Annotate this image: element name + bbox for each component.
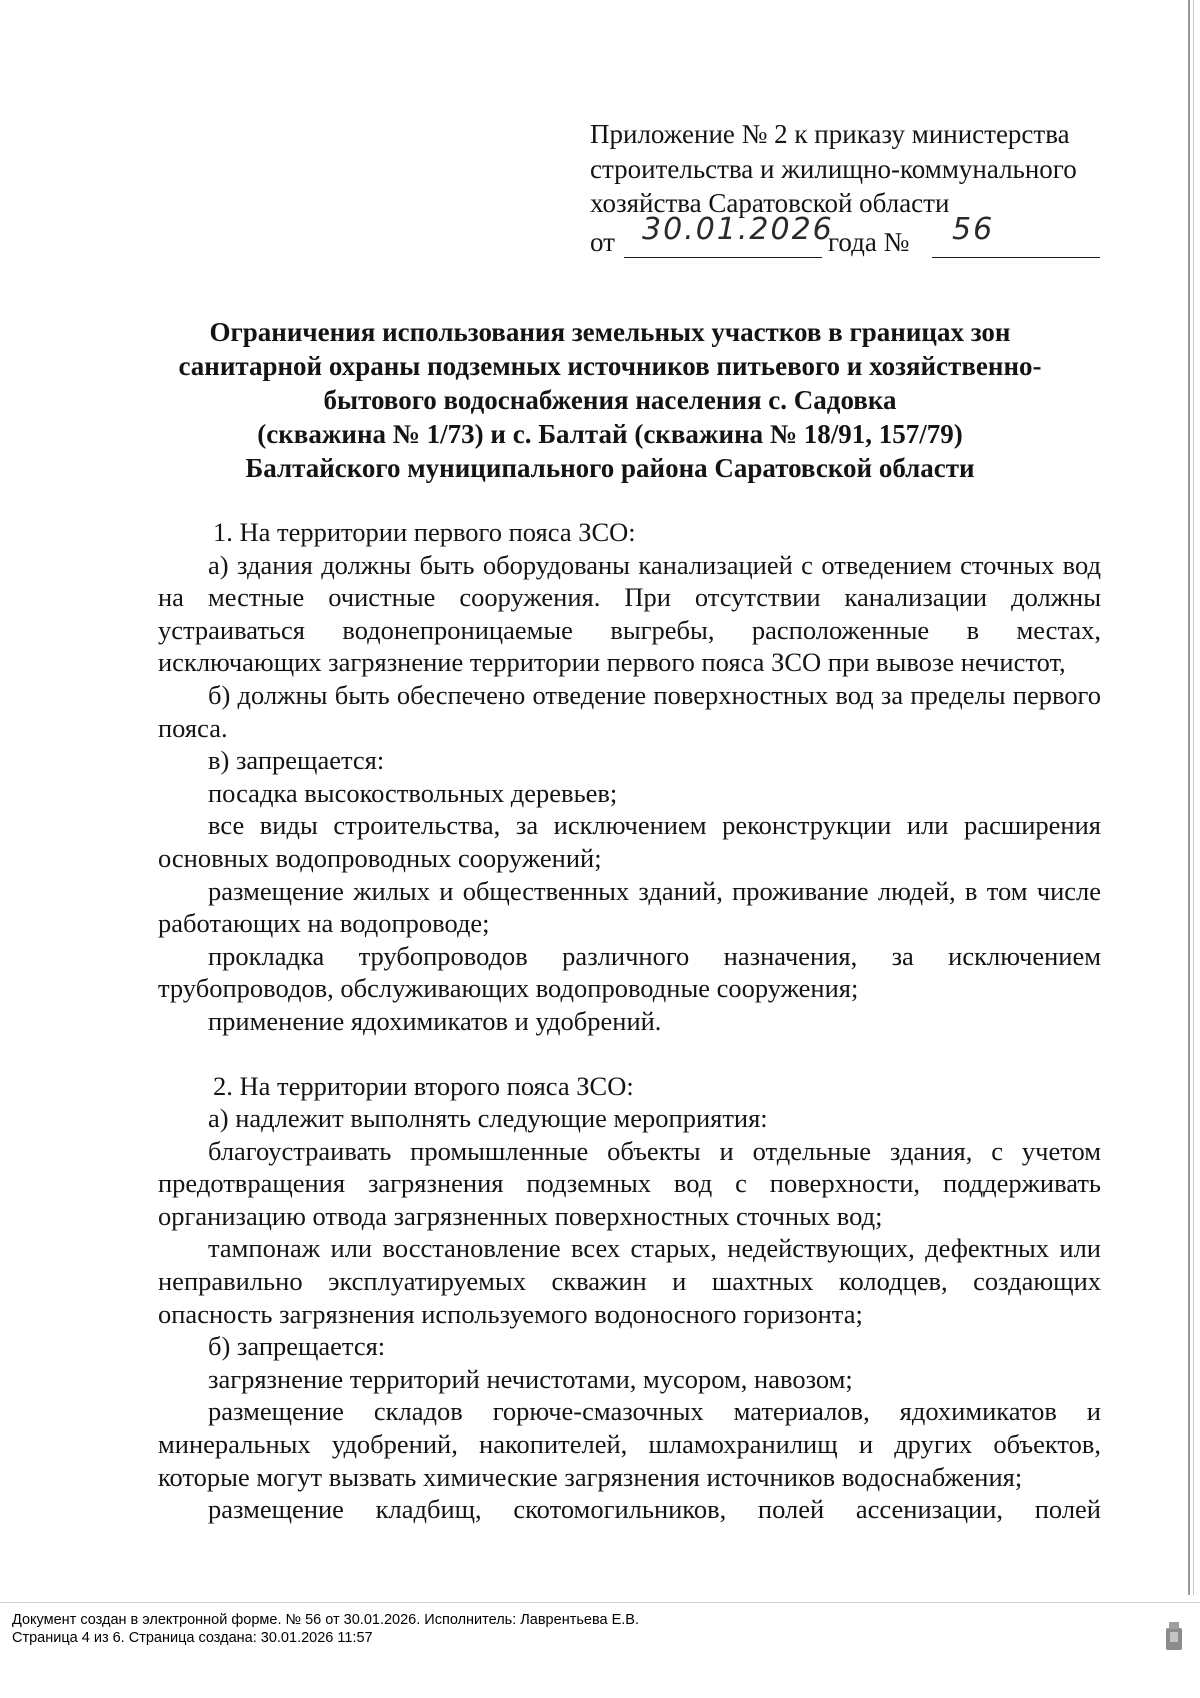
section-1-item-b: б) должны быть обеспечено отведение поверхностных вод за пределы первого пояса. (158, 679, 1101, 743)
scan-edge-line-secondary (1193, 0, 1194, 1595)
appendix-line-1: Приложение № 2 к приказу министерства (590, 119, 1070, 149)
section-2-measure: благоустраивать промышленные объекты и отдельные здания, с учетом предотвращения загрязнения подземных вод с поверхности, поддерживать организацию отвода загрязненных поверхностных сточных вод; (158, 1135, 1101, 1231)
section-2-item-b: б) запрещается: (208, 1331, 386, 1362)
appendix-line-3: хозяйства Саратовской области (590, 188, 950, 218)
section-gap (158, 1038, 1101, 1070)
section-2-measure: тампонаж или восстановление всех старых, недействующих, дефектных или неправильно эксплуатируемых скважин и шахтных колодцев, создающих опасность загрязнения используемого водоносного горизонта; (158, 1233, 1101, 1329)
appendix-header (590, 117, 1110, 257)
title-line-2: санитарной охраны подземных источников питьевого и хозяйственно- (178, 351, 1042, 381)
section-1-item-a: а) здания должны быть оборудованы канализацией с отведением сточных вод на местные очистные сооружения. При отсутствии канализации должны устраиваться водонепроницаемые выгребы, расположенные в местах, исключающих загрязнение территории первого пояса ЗСО при вывозе нечистот, (158, 549, 1101, 678)
title-line-4: (скважина № 1/73) и с. Балтай (скважина № 18/91, 157/79) (257, 419, 963, 449)
ot-label: от (590, 226, 615, 257)
handwritten-number: 56 (952, 211, 995, 247)
section-1-prohibition: размещение жилых и общественных зданий, проживание людей, в том числе работающих на водопроводе; (158, 875, 1101, 939)
section-1-prohibition: применение ядохимикатов и удобрений. (208, 1005, 662, 1036)
handwritten-date: 30.01.2026 (642, 211, 834, 247)
year-number-label: года № (828, 226, 910, 257)
section-1-prohibition: посадка высокоствольных деревьев; (208, 777, 618, 808)
title-line-1: Ограничения использования земельных участков в границах зон (209, 317, 1011, 347)
section-2-prohibition: размещение кладбищ, скотомогильников, полей ассенизации, полей (208, 1494, 1101, 1525)
coat-of-arms-icon (1163, 1620, 1185, 1654)
electronic-document-footer (12, 1611, 1112, 1647)
title-line-3: бытового водоснабжения населения с. Садовка (323, 385, 897, 415)
section-1-prohibition: все виды строительства, за исключением реконструкции или расширения основных водопроводных сооружений; (158, 810, 1101, 873)
appendix-line-2: строительства и жилищно-коммунального (590, 153, 1077, 184)
title-line-5: Балтайского муниципального района Саратовской области (245, 453, 975, 483)
section-2-heading: 2. На территории второго пояса ЗСО: (213, 1070, 634, 1101)
document-title (120, 315, 1100, 485)
section-1-item-v: в) запрещается: (208, 745, 385, 776)
scan-edge-line (1188, 0, 1190, 1595)
section-2-prohibition: размещение складов горюче-смазочных материалов, ядохимикатов и минеральных удобрений, накопителей, шламохранилищ и других объектов, которые могут вызвать химические загрязнения источников водоснабжения; (158, 1396, 1101, 1492)
document-body (158, 516, 1101, 1526)
footer-line-1: Документ создан в электронной форме. № 56 от 30.01.2026. Исполнитель: Лаврентьева Е.В. (12, 1612, 639, 1628)
footer-line-2: Страница 4 из 6. Страница создана: 30.01.2026 11:57 (12, 1630, 373, 1646)
section-1-heading: 1. На территории первого пояса ЗСО: (213, 517, 636, 547)
section-2-prohibition: загрязнение территорий нечистотами, мусором, навозом; (208, 1363, 853, 1394)
appendix-date-row (590, 211, 1110, 257)
section-2-item-a: а) надлежит выполнять следующие мероприятия: (208, 1103, 768, 1134)
footer-separator (0, 1602, 1200, 1603)
section-1-prohibition: прокладка трубопроводов различного назначения, за исключением трубопроводов, обслуживающих водопроводные сооружения; (158, 940, 1101, 1004)
